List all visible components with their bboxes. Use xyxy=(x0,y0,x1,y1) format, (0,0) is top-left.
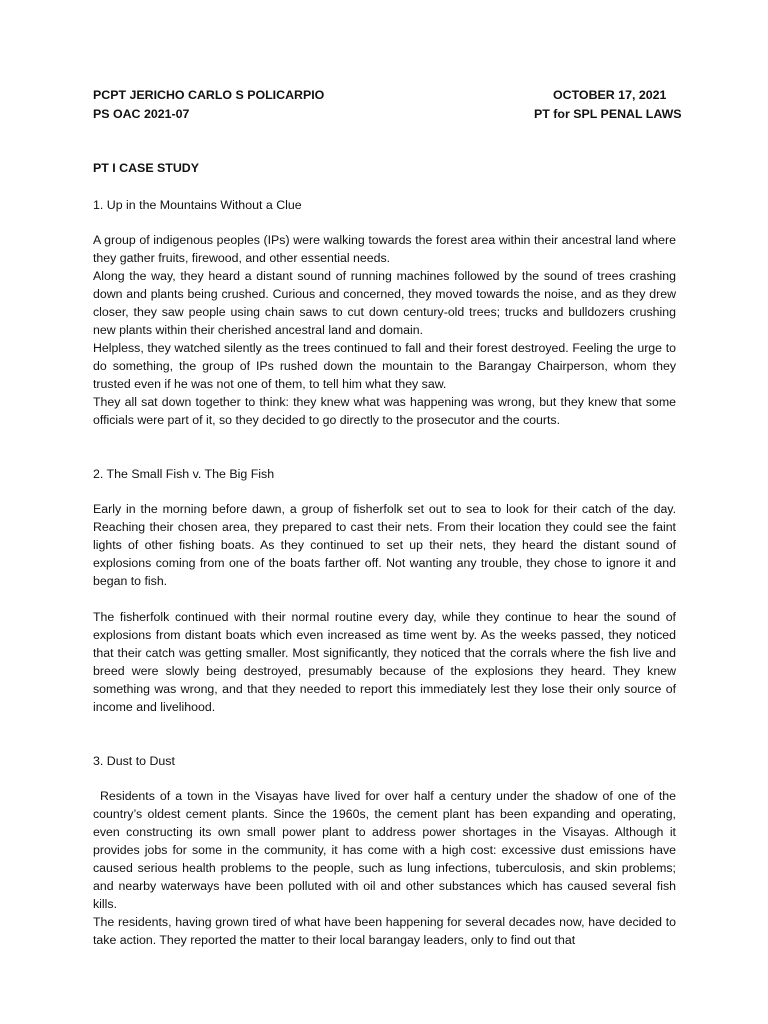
section-title: 1. Up in the Mountains Without a Clue xyxy=(93,198,302,212)
paragraph: Early in the morning before dawn, a group of fisherfolk set out to sea to look for their catch of the day. Reaching their chosen area, they prepared to cast their nets. From their location they could see the faint lights of other fishing boats. As they continued to set up their nets, they heard the distant sound of explosions coming from one of the boats farther off. Not wanting any trouble, they chose to ignore it and began to fish. xyxy=(93,502,676,588)
document-date: OCTOBER 17, 2021 xyxy=(553,88,667,102)
section-title: 3. Dust to Dust xyxy=(93,754,175,768)
paragraph: The fisherfolk continued with their normal routine every day, while they continue to hear the sound of explosions from distant boats which even increased as time went by. As the weeks passed, they noticed that their catch was getting smaller. Most significantly, they noticed that the corrals where the fish live and breed were slowly being destroyed, presumably because of the explosions they heard. They knew something was wrong, and that they needed to report this immediately lest they lose their only source of income and livelihood. xyxy=(93,610,676,714)
section-title: 2. The Small Fish v. The Big Fish xyxy=(93,467,275,481)
header-left xyxy=(93,86,324,124)
paragraph: They all sat down together to think: they knew what was happening was wrong, but they knew that some officials were part of it, so they decided to go directly to the prosecutor and the courts. xyxy=(93,395,676,427)
document-heading: PT I CASE STUDY xyxy=(93,161,200,175)
paragraph: A group of indigenous peoples (IPs) were walking towards the forest area within their ancestral land where they gather fruits, firewood, and other essential needs. xyxy=(93,233,676,265)
subject-line: PT for SPL PENAL LAWS xyxy=(534,107,682,121)
author-name: PCPT JERICHO CARLO S POLICARPIO xyxy=(93,88,325,102)
paragraph: Residents of a town in the Visayas have lived for over half a century under the shadow of one of the country’s oldest cement plants. Since the 1960s, the cement plant has been expanding and operating, even constructing its own small power plant to address power shortages in the Visayas. Although it provides jobs for some in the community, it has come with a high cost: excessive dust emissions have caused serious health problems to the people, such as lung infections, tuberculosis, and skin problems; and nearby waterways have been polluted with oil and other substances which has caused several fish kills. xyxy=(93,789,676,911)
paragraph: The residents, having grown tired of what have been happening for several decades now, have decided to take action. They reported the matter to their local barangay leaders, only to find out that xyxy=(93,915,676,947)
paragraph: Helpless, they watched silently as the trees continued to fall and their forest destroyed. Feeling the urge to do something, the group of IPs rushed down the mountain to the Barangay Chairperson, whom they trusted even if he was not one of them, to tell him what they saw. xyxy=(93,341,676,391)
header-right xyxy=(534,86,686,124)
document-header xyxy=(93,86,682,124)
paragraph: Along the way, they heard a distant sound of running machines followed by the sound of trees crashing down and plants being crushed. Curious and concerned, they moved towards the noise, and as they drew closer, they saw people using chain saws to cut down century-old trees; trucks and bulldozers crushing new plants within their cherished ancestral land and domain. xyxy=(93,269,676,337)
class-code: PS OAC 2021-07 xyxy=(93,107,190,121)
